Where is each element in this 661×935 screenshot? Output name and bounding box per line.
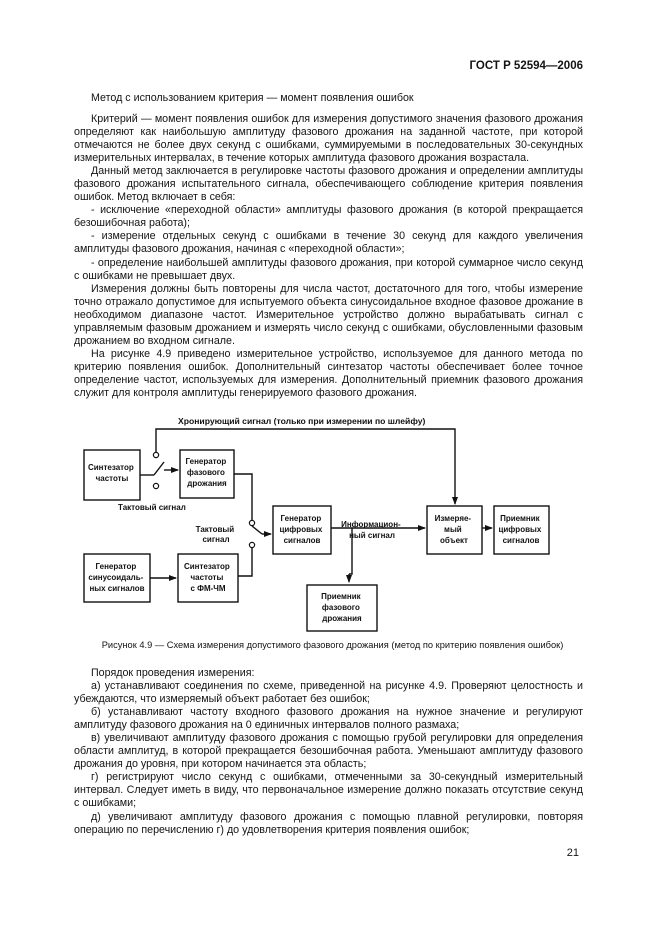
digital-receiver-label: Приемник цифровых сигналов bbox=[498, 514, 542, 545]
body-text-upper bbox=[74, 113, 583, 400]
sine-generator-label: Генератор синусоидаль- ных сигналов bbox=[88, 562, 145, 593]
paragraph: Критерий — момент появления ошибок для измерения допустимого значения фазового дрожания определяют как наибольшую амплитуду фазового дрожания на заданной частоте, при которой отмечаются не более двух секунд с ошибками, суммируемыми в последовательных 30-секундных измерительных интервалах, в течение которых амплитуда фазового дрожания возрастала. bbox=[74, 113, 583, 165]
clock-signal-label-2: Тактовый сигнал bbox=[195, 525, 235, 544]
procedure-step: д) увеличивают амплитуду фазового дрожания с помощью плавной регулировки, повторяя операцию по перечислению г) до удовлетворения критерия появления ошибок; bbox=[74, 810, 583, 836]
switch-1-blade bbox=[154, 462, 164, 475]
procedure-block bbox=[74, 667, 583, 837]
measurement-diagram bbox=[74, 408, 554, 634]
procedure-intro: Порядок проведения измерения: bbox=[91, 667, 255, 679]
frequency-synthesizer-label: Синтезатор частоты bbox=[87, 463, 134, 483]
bullet-item: - исключение «переходной области» амплитуды фазового дрожания (в которой прекращается безошибочная работа); bbox=[74, 204, 583, 230]
fm-synthesizer-label: Синтезатор частоты с ФМ-ЧМ bbox=[183, 562, 230, 593]
info-signal-label: Информацион- ный сигнал bbox=[341, 520, 401, 540]
paragraph: На рисунке 4.9 приведено измерительное устройство, используемое для данного метода по критерию появления ошибок. Дополнительный синтезатор частоты обеспечивает более точное определение частот, используемых для измерения. Дополнительный приемник фазового дрожания служит для контроля амплитуды генерируемого фазового дрожания. bbox=[74, 347, 583, 399]
bullet-item: - измерение отдельных секунд с ошибками в течение 30 секунд для каждого увеличения амплитуды фазового дрожания, начиная с «переходной области»; bbox=[74, 230, 583, 256]
paragraph: Данный метод заключается в регулировке частоты фазового дрожания и определении амплитуды фазового дрожания испытательного сигнала, обеспечивающего соблюдение критерия появления ошибок. Метод включает в себя: bbox=[74, 165, 583, 204]
section-title: Метод с использованием критерия — момент появления ошибок bbox=[91, 92, 414, 104]
switch-2-contact bbox=[249, 520, 254, 525]
fm-to-switch-line bbox=[238, 548, 252, 576]
switch-1-contact bbox=[153, 483, 158, 488]
page-number: 21 bbox=[566, 847, 579, 859]
jitter-generator-label: Генератор фазового дрожания bbox=[185, 457, 227, 488]
device-under-test-label: Измеряе- мый объект bbox=[434, 514, 472, 545]
procedure-step: б) устанавливают частоту входного фазового дрожания на нужное значение и регулируют амплитуду фазового дрожания на 0 единичных интервалов полного размаха; bbox=[74, 706, 583, 732]
digital-signal-generator-label: Генератор цифровых сигналов bbox=[279, 514, 323, 545]
procedure-step: а) устанавливают соединения по схеме, приведенной на рисунке 4.9. Проверяют целостность и убеждаются, что измеряемый объект работает без ошибок; bbox=[74, 680, 583, 706]
switch-2-contact bbox=[249, 542, 254, 547]
procedure-step: г) регистрируют число секунд с ошибками, отмеченными за 30-секундный измерительный интервал. Следует иметь в виду, что первоначальное измерение должно показать отсутствие секунд с ошибками; bbox=[74, 771, 583, 810]
top-clock-label: Хронирующий сигнал (только при измерении по шлейфу) bbox=[178, 416, 426, 426]
bullet-item: - определение наибольшей амплитуды фазового дрожания, при которой суммарное число секунд с ошибками не превышает двух. bbox=[74, 256, 583, 282]
paragraph: Измерения должны быть повторены для числа частот, достаточного для того, чтобы измерение точно отражало допустимое для испытуемого объекта синусоидальное входное фазовое дрожание в необходимом диапазоне частот. Измерительное устройство должно вырабатывать сигнал с управляемым фазовым дрожанием и измерять число секунд с ошибками, обусловленными фазовым дрожанием во входном сигнале. bbox=[74, 282, 583, 347]
jitter-gen-out-line bbox=[234, 474, 252, 520]
clock-signal-label-1: Тактовый сигнал bbox=[118, 503, 186, 512]
switch-1-contact bbox=[153, 452, 158, 457]
jitter-receiver-label: Приемник фазового дрожания bbox=[321, 592, 362, 623]
section-title-block bbox=[74, 92, 583, 105]
switch-2-blade bbox=[252, 526, 262, 534]
figure-caption: Рисунок 4.9 — Схема измерения допустимого фазового дрожания (метод по критерию появления ошибок) bbox=[101, 640, 564, 650]
procedure-step: в) увеличивают амплитуду фазового дрожания с помощью грубой регулировки для определения области амплитуд, в которой прекращается безошибочная работа. Уменьшают амплитуду фазового дрожания до уровня, при котором начинается эта область; bbox=[74, 732, 583, 771]
document-code: ГОСТ Р 52594—2006 bbox=[469, 60, 583, 72]
